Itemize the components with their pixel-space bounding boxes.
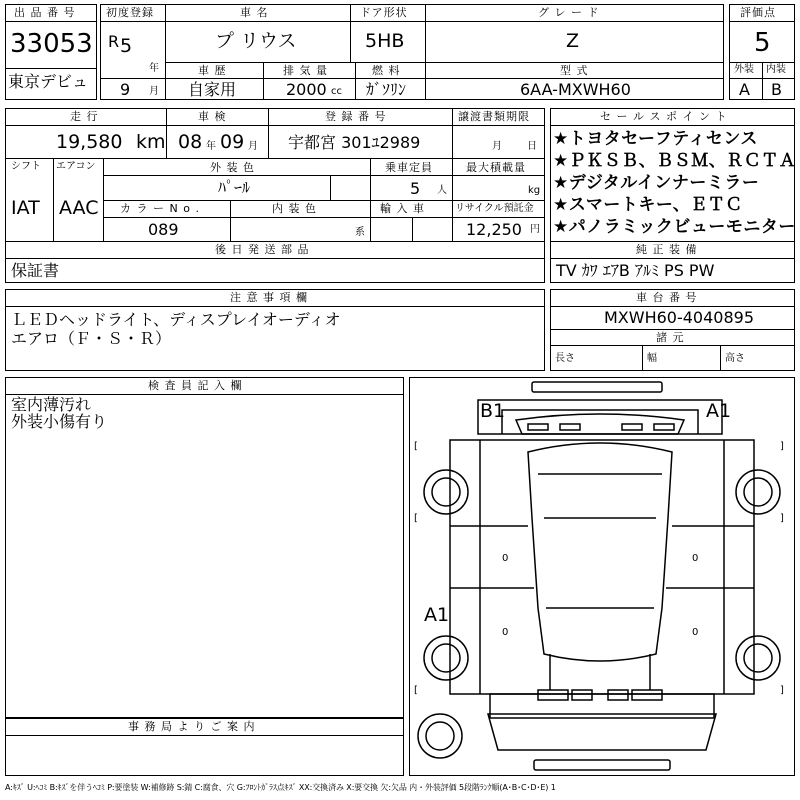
load-label: 最大積載量 (466, 161, 526, 174)
mileage: 19,580 (56, 131, 123, 153)
color: ﾊﾟｰﾙ (218, 178, 251, 197)
import-label: 輸 入 車 (380, 202, 425, 215)
inspector-line: 室内薄汚れ (11, 395, 92, 414)
int-color-unit: 系 (355, 227, 365, 238)
door-type: 5HB (365, 30, 405, 52)
zero-mark: 0 (692, 553, 699, 564)
recycle-label: リサイクル預託金 (455, 203, 534, 214)
later-parts-label: 後 日 発 送 部 品 (215, 243, 310, 256)
capacity-label: 乗車定員 (385, 161, 433, 174)
zero-mark: 0 (692, 627, 699, 638)
plate: 宇都宮 301ﾕ2989 (288, 133, 421, 152)
displacement-label: 排 気 量 (283, 64, 328, 77)
shift: IAT (11, 197, 40, 219)
exterior-grade: A (739, 80, 750, 99)
transfer-day-unit: 日 (527, 141, 537, 152)
bracket-mark: [ (414, 685, 418, 696)
mark-rear-right: A1 (706, 400, 732, 422)
inspection-month: 09 (220, 131, 245, 153)
venue: 東京デビュ (8, 72, 89, 91)
inspector-label: 検 査 員 記 入 欄 (148, 379, 243, 392)
capacity-unit: 人 (437, 185, 447, 196)
model-code: 6AA-MXWH60 (520, 80, 631, 99)
history: 自家用 (188, 80, 237, 99)
lot-label: 出 品 番 号 (14, 6, 76, 19)
zero-mark: 0 (502, 553, 509, 564)
bracket-mark: [ (414, 441, 418, 452)
inspection-label: 車 検 (198, 110, 227, 123)
height-label: 高さ (725, 353, 745, 364)
sales-point-item: ★スマートキー、ＥＴＣ (553, 195, 743, 215)
shift-label: シフト (11, 161, 41, 172)
bracket-mark: [ (414, 513, 418, 524)
bracket-mark: ] (780, 441, 784, 452)
notes-line: エアロ（Ｆ・Ｓ・Ｒ） (11, 329, 172, 348)
width-label: 幅 (647, 353, 657, 364)
interior-label: 内装 (766, 64, 786, 75)
ac: AAC (59, 197, 99, 219)
car-name: プ リウス (215, 30, 297, 52)
sales-point-item: ★トヨタセーフティセンス (553, 129, 758, 149)
ac-label: エアコン (56, 161, 96, 172)
door-label: ドア形状 (360, 6, 408, 19)
inspection-year: 08 (178, 131, 203, 153)
grade: Z (566, 30, 580, 52)
sales-points-label: セ ー ル ス ポ イ ン ト (600, 110, 728, 123)
inspector-line: 外装小傷有り (11, 412, 108, 431)
year-unit: 年 (149, 63, 159, 74)
fuel-label: 燃 料 (372, 64, 401, 77)
first-reg-label: 初度登録 (106, 6, 154, 19)
later-parts-value: 保証書 (11, 261, 60, 280)
grade-label: グ レ ー ド (538, 6, 600, 19)
bracket-mark: ] (780, 685, 784, 696)
score-label: 評価点 (740, 6, 776, 19)
inspection-year-unit: 年 (206, 141, 216, 152)
month-unit: 月 (149, 86, 159, 97)
equipment-value: TV ｶﾜ ｴｱB ｱﾙﾐ PS PW (556, 261, 715, 280)
plate-label: 登 録 番 号 (325, 110, 387, 123)
mileage-label: 走 行 (70, 110, 99, 123)
color-no-label: カ ラ ー N o . (120, 202, 200, 215)
legend: A:ｷｽﾞ U:ﾍｺﾐ B:ｷｽﾞを伴うﾍｺﾐ P:要塗装 W:補修跡 S:錆 C:腐食、穴 G:ﾌﾛﾝﾄｶﾞﾗｽ点ｷｽﾞ XX:交換済み X:要交換 欠:欠品 内・外装評価 5段階ﾗﾝｸ順(A･B･C･D･E) 1 (5, 783, 556, 792)
inspection-month-unit: 月 (248, 141, 258, 152)
chassis-value: MXWH60-4040895 (604, 308, 755, 327)
length-label: 長さ (555, 353, 575, 364)
notes-line: ＬＥＤヘッドライト、ディスプレイオーディオ (11, 310, 341, 329)
exterior-label: 外装 (734, 64, 754, 75)
recycle: 12,250 (466, 220, 522, 239)
car-outline-drawing (410, 378, 794, 775)
sales-point-item: ★デジタルインナーミラー (553, 173, 760, 193)
sales-point-item: ★ＰＫＳＢ、ＢＳＭ、ＲＣＴＡ (553, 151, 797, 171)
load-unit: kg (528, 185, 541, 196)
color-no: 089 (148, 220, 179, 239)
fuel: ｶﾞｿﾘﾝ (366, 80, 407, 99)
displacement: 2000 (286, 80, 327, 99)
model-label: 型 式 (560, 64, 589, 77)
mileage-unit: km (136, 131, 166, 153)
int-color-label: 内 装 色 (272, 202, 317, 215)
interior-grade: B (771, 80, 782, 99)
transfer-month-unit: 月 (492, 141, 502, 152)
notes-label: 注 意 事 項 欄 (230, 291, 308, 304)
car-name-label: 車 名 (240, 6, 269, 19)
sales-point-item: ★パノラミックビューモニター (553, 217, 796, 237)
color-label: 外 装 色 (210, 161, 255, 174)
zero-mark: 0 (502, 627, 509, 638)
capacity: 5 (410, 179, 421, 198)
equipment-label: 純 正 装 備 (636, 243, 698, 256)
lot-number: 33053 (10, 29, 93, 59)
transfer-label: 譲渡書類期限 (458, 110, 530, 123)
car-diagram (409, 377, 795, 776)
score: 5 (754, 28, 771, 58)
office-label: 事 務 局 よ り ご 案 内 (128, 720, 256, 733)
reg-year: 5 (120, 35, 133, 57)
history-label: 車 歴 (198, 64, 227, 77)
era: R (108, 32, 120, 51)
mark-rear-left: B1 (480, 400, 506, 422)
chassis-label: 車 台 番 号 (636, 291, 698, 304)
dims-label: 諸 元 (656, 331, 685, 344)
displacement-unit: cc (331, 86, 342, 97)
reg-month: 9 (120, 80, 131, 99)
bracket-mark: ] (780, 513, 784, 524)
recycle-unit: 円 (530, 224, 540, 235)
mark-side-left: A1 (424, 604, 450, 626)
